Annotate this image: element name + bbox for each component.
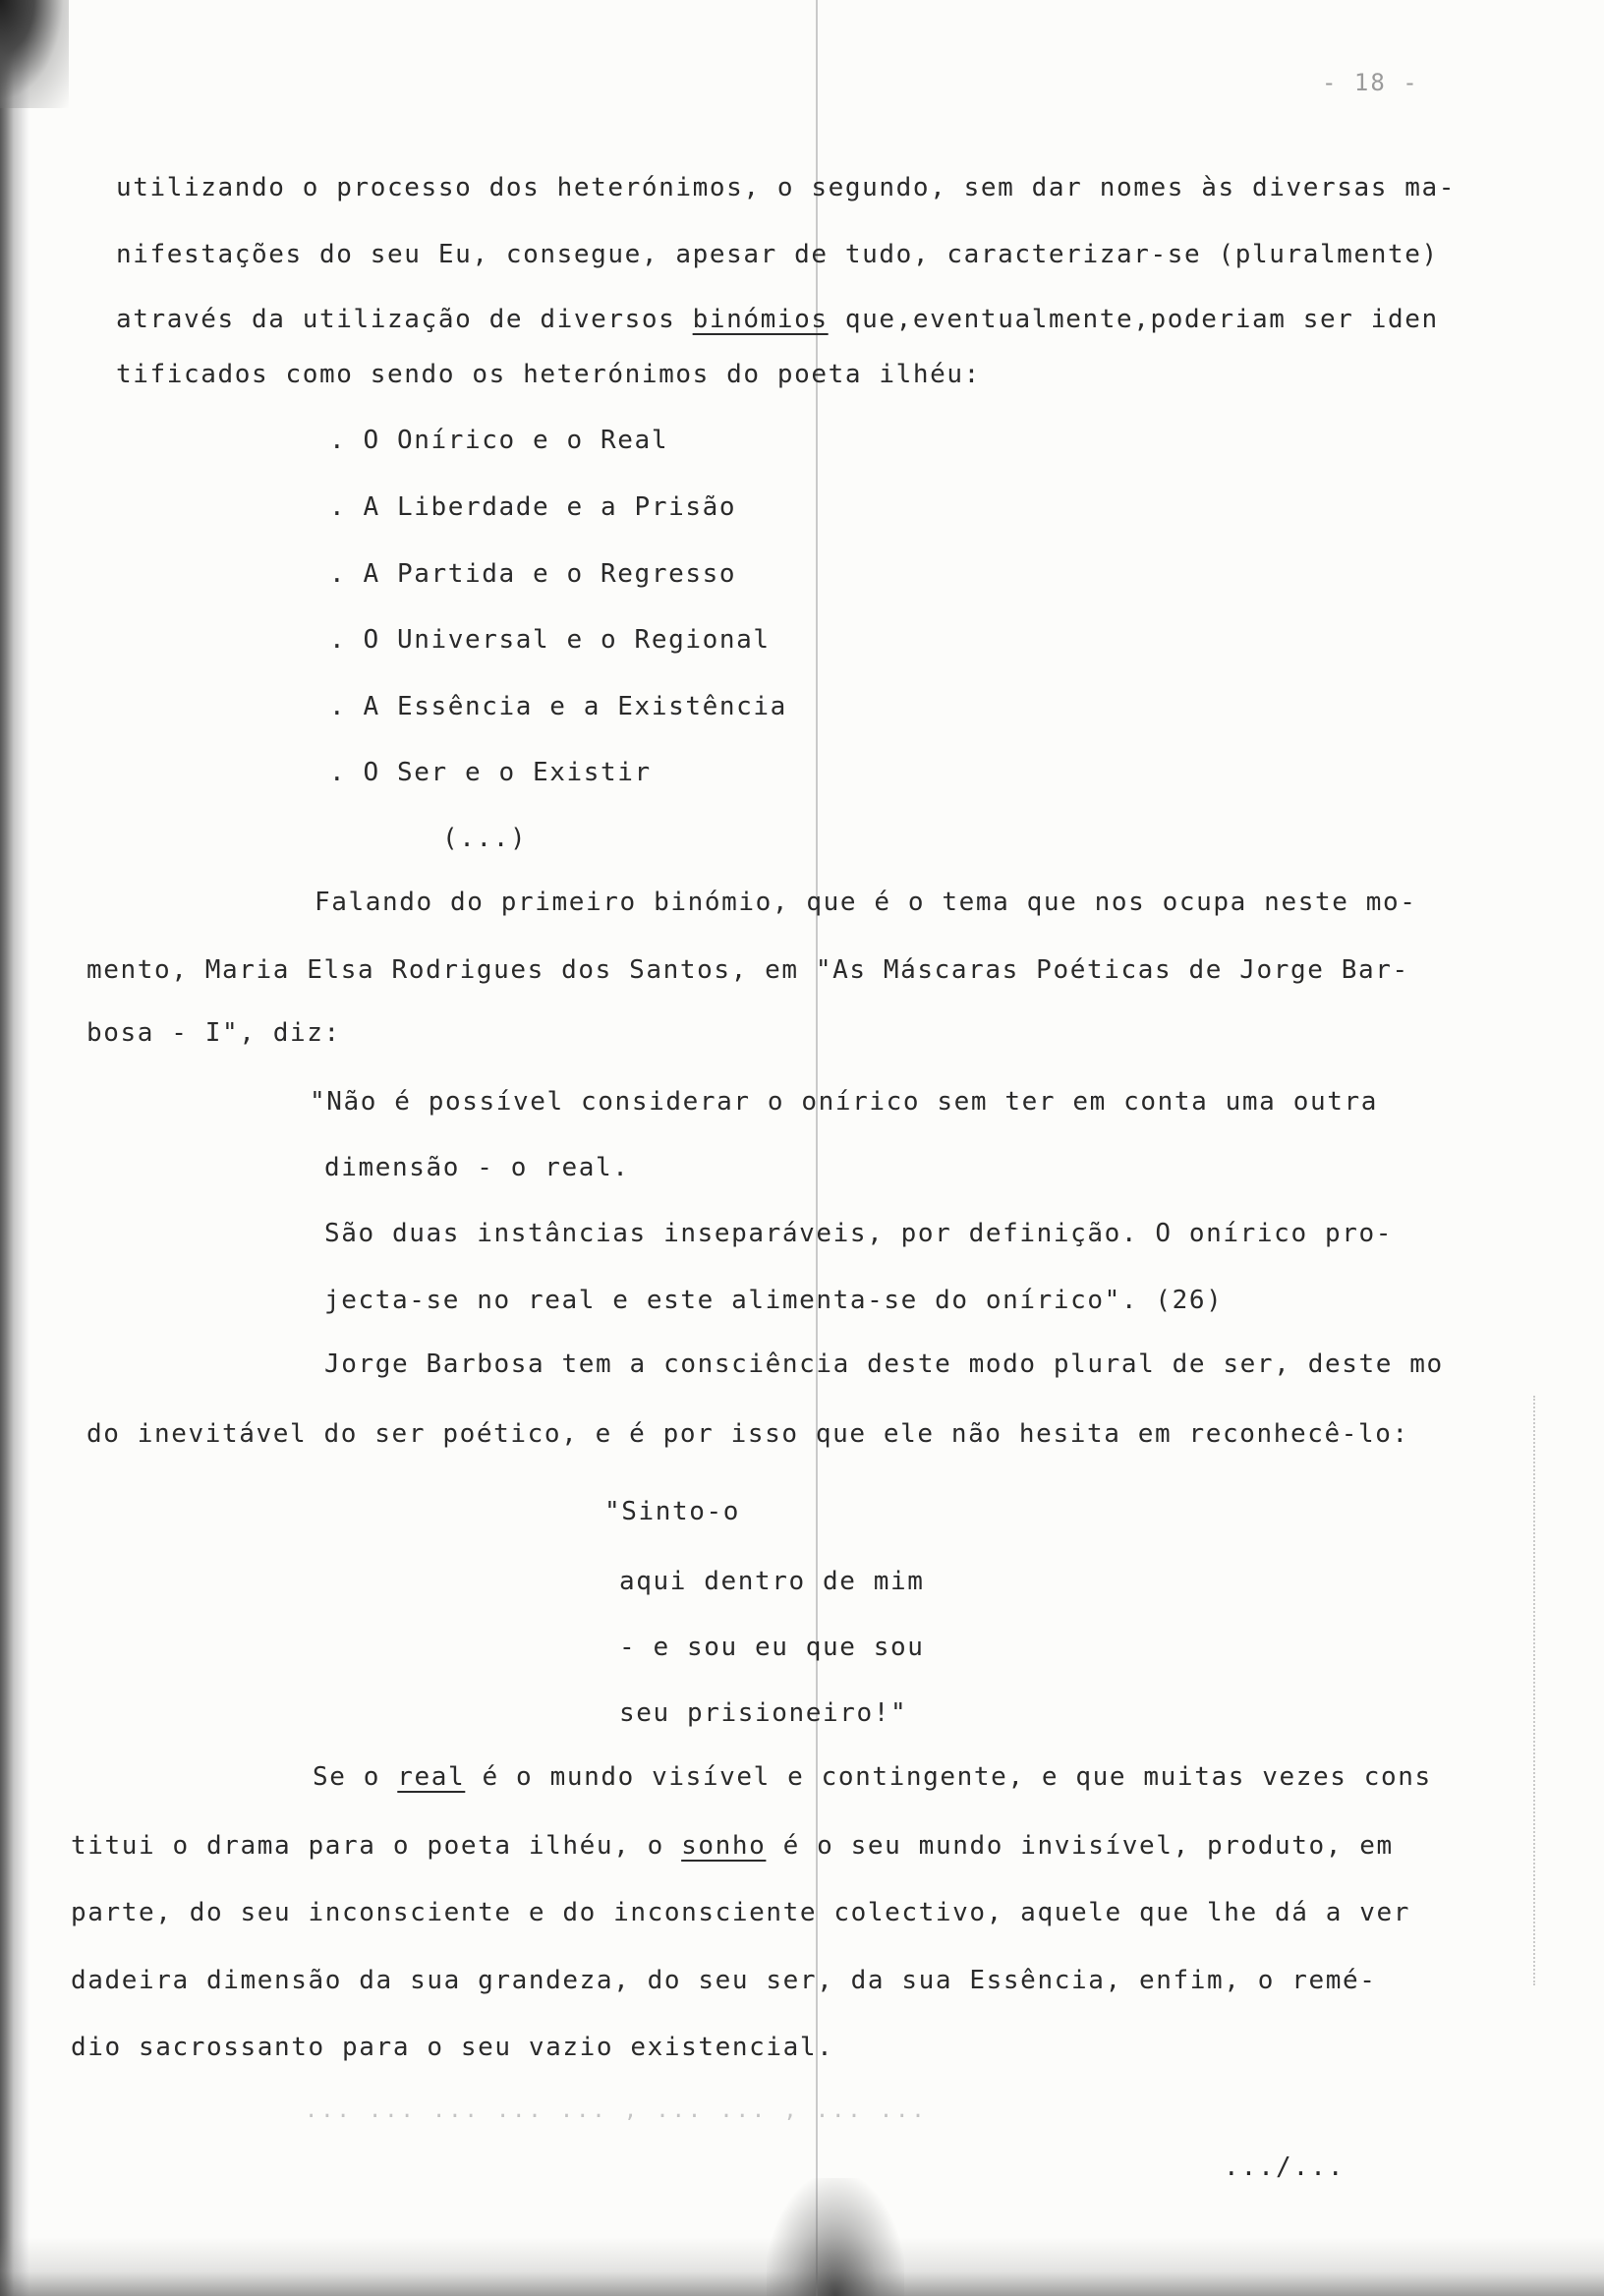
paragraph-4-line: parte, do seu inconsciente e do inconsciente colectivo, aquele que lhe dá a ver: [71, 1898, 1411, 1927]
block-quote-line: "Não é possível considerar o onírico sem ter em conta uma outra: [310, 1087, 1378, 1117]
scan-shadow-left: [0, 0, 29, 2296]
block-quote-line: jecta-se no real e este alimenta-se do onírico". (26): [324, 1286, 1224, 1315]
paragraph-1-line: [116, 307, 1439, 332]
list-ellipsis: (...): [442, 824, 528, 853]
paragraph-1-line: tificados como sendo os heterónimos do poeta ilhéu:: [116, 360, 981, 389]
underlined-term: sonho: [681, 1831, 767, 1861]
block-quote-line: São duas instâncias inseparáveis, por definição. O onírico pro-: [324, 1219, 1393, 1248]
paragraph-4-line: dadeira dimensão da sua grandeza, do seu ser, da sua Essência, enfim, o remé-: [71, 1966, 1377, 1995]
list-item: . O Onírico e o Real: [329, 426, 669, 455]
paragraph-3-line: Jorge Barbosa tem a consciência deste modo plural de ser, deste mo: [324, 1349, 1444, 1379]
poem-line: "Sinto-o: [604, 1497, 741, 1526]
list-item: . A Liberdade e a Prisão: [329, 492, 737, 522]
poem-line: - e sou eu que sou: [619, 1633, 925, 1662]
text-span: que,eventualmente,poderiam ser iden: [828, 305, 1439, 334]
list-item: . A Essência e a Existência: [329, 692, 787, 721]
list-item: . O Ser e o Existir: [329, 758, 652, 787]
paragraph-2-line: bosa - I", diz:: [86, 1018, 341, 1048]
list-item: . O Universal e o Regional: [329, 625, 771, 655]
text-span: através da utilização de diversos: [116, 305, 693, 334]
paragraph-2-line: mento, Maria Elsa Rodrigues dos Santos, em "As Máscaras Poéticas de Jorge Bar-: [86, 955, 1409, 985]
paragraph-1-line: utilizando o processo dos heterónimos, o segundo, sem dar nomes às diversas ma-: [116, 173, 1457, 202]
text-span: é o seu mundo invisível, produto, em: [766, 1831, 1394, 1861]
paragraph-4-line: [313, 1764, 1432, 1790]
margin-marks: [1533, 1396, 1537, 1985]
paragraph-4-line: [71, 1833, 1394, 1859]
continuation-marker: .../...: [1224, 2152, 1346, 2182]
text-span: é o mundo visível e contingente, e que muitas vezes cons: [465, 1762, 1432, 1792]
page-fold-line: [816, 0, 818, 2296]
poem-line: aqui dentro de mim: [619, 1567, 925, 1596]
underlined-term: binómios: [692, 305, 829, 334]
underlined-term: real: [397, 1762, 466, 1792]
list-item: . A Partida e o Regresso: [329, 559, 737, 589]
paragraph-2-line: Falando do primeiro binómio, que é o tema que nos ocupa neste mo-: [315, 888, 1417, 917]
paragraph-3-line: do inevitável do ser poético, e é por isso que ele não hesita em reconhecê-lo:: [86, 1419, 1409, 1449]
paragraph-1-line: nifestações do seu Eu, consegue, apesar de tudo, caracterizar-se (pluralmente): [116, 240, 1439, 269]
page-number: - 18 -: [1322, 69, 1419, 96]
scan-smudge: [767, 2178, 904, 2296]
text-span: titui o drama para o poeta ilhéu, o: [71, 1831, 682, 1861]
poem-line: seu prisioneiro!": [619, 1698, 908, 1728]
block-quote-line: dimensão - o real.: [324, 1153, 630, 1182]
scan-shadow-corner: [0, 0, 69, 108]
paragraph-4-line: dio sacrossanto para o seu vazio existencial.: [71, 2033, 834, 2062]
text-span: Se o: [313, 1762, 398, 1792]
faint-bleed-through-line: ... ... ... ... ... , ... ... , ... ...: [305, 2098, 928, 2123]
